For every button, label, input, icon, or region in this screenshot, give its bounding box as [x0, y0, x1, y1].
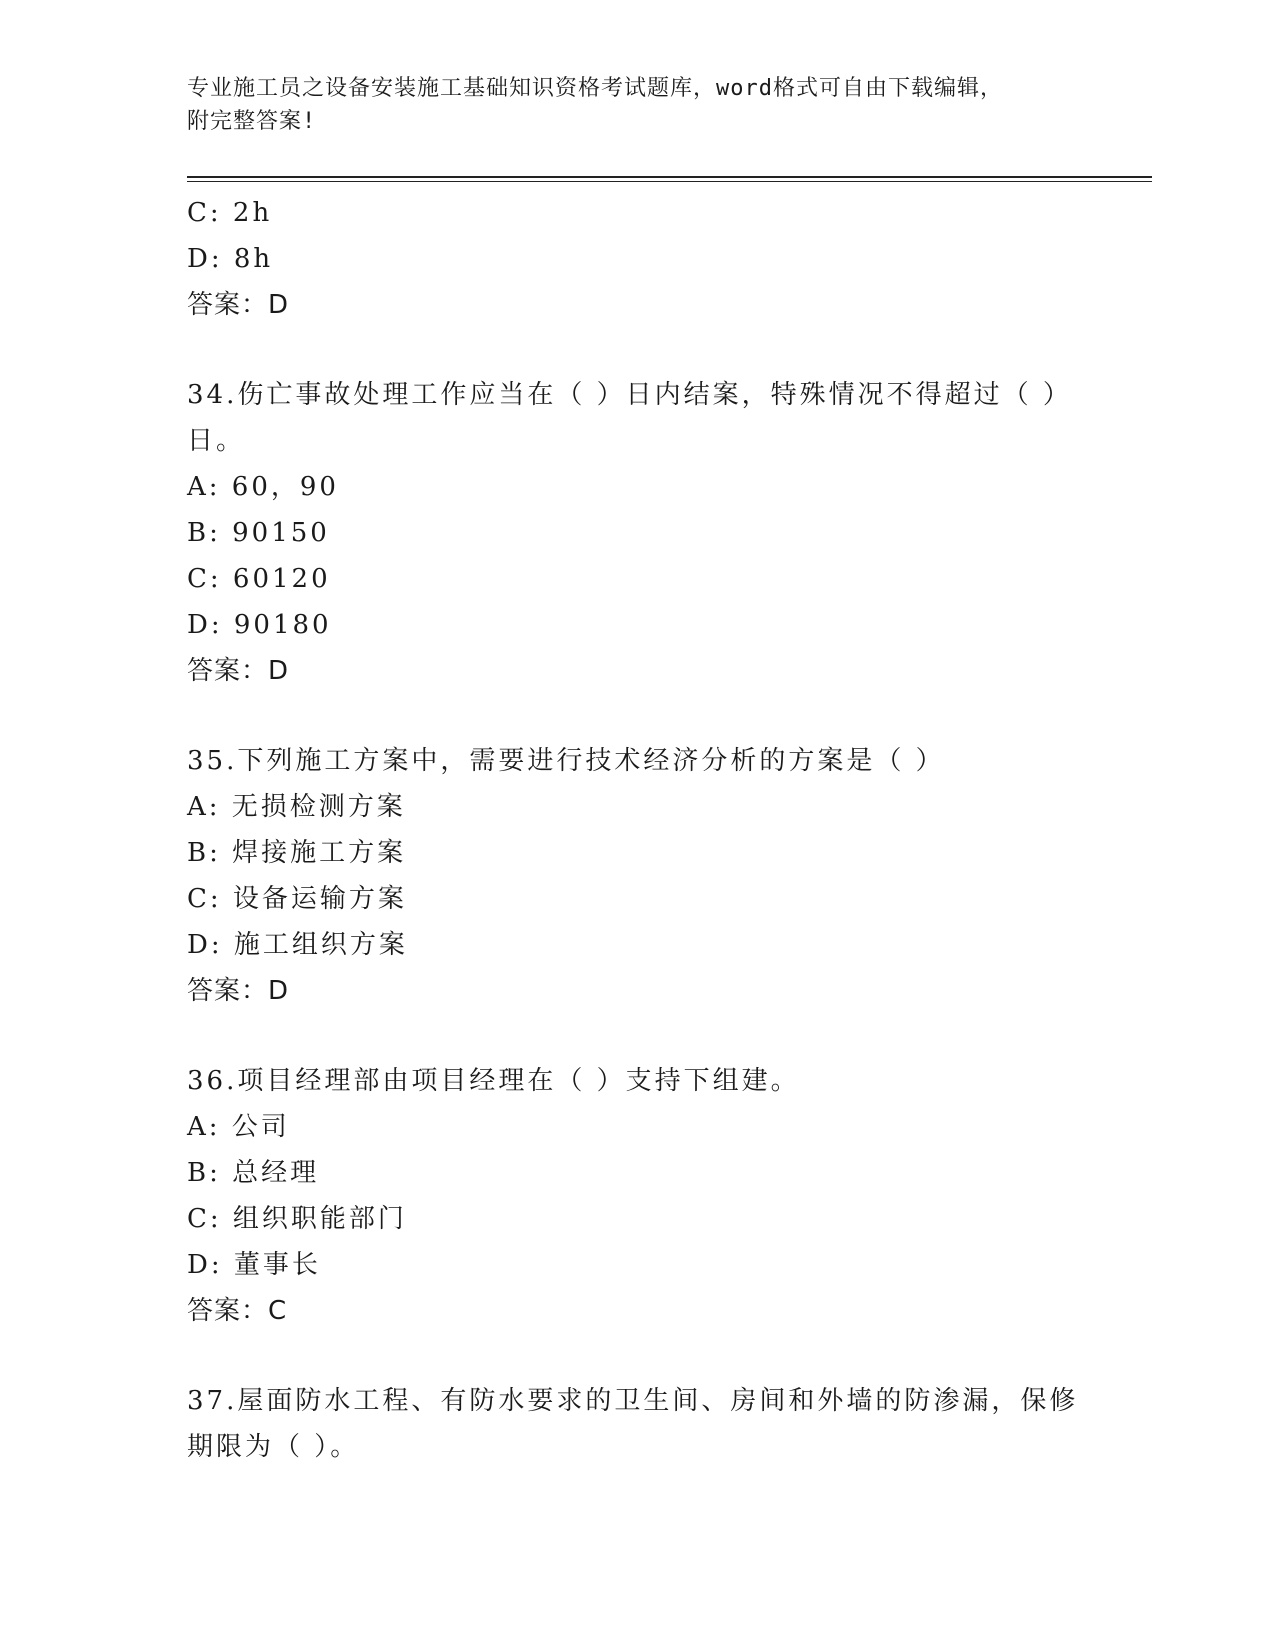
answer-line: 答案：D [187, 656, 290, 686]
answer-line: 答案：D [187, 976, 290, 1006]
question-36 [187, 1058, 1087, 1334]
option-c: C: 2h [187, 198, 273, 228]
header-divider-thin [187, 181, 1152, 182]
option-b: B: 总经理 [187, 1158, 320, 1188]
document-header [187, 72, 1067, 138]
option-a: A: 60，90 [187, 472, 339, 502]
question-text: 34.伤亡事故处理工作应当在（ ）日内结案，特殊情况不得超过（ ） [187, 380, 1072, 410]
option-b: B: 90150 [187, 518, 330, 548]
question-text-cont: 期限为（ ）。 [187, 1432, 360, 1462]
question-text: 37.屋面防水工程、有防水要求的卫生间、房间和外墙的防渗漏，保修 [187, 1386, 1079, 1416]
question-text: 35.下列施工方案中，需要进行技术经济分析的方案是（ ） [187, 746, 945, 776]
option-c: C: 60120 [187, 564, 331, 594]
question-37 [187, 1378, 1087, 1470]
option-c: C: 设备运输方案 [187, 884, 407, 914]
question-text: 36.项目经理部由项目经理在（ ）支持下组建。 [187, 1066, 800, 1096]
option-d: D: 90180 [187, 610, 332, 640]
question-35 [187, 738, 1087, 1014]
question-34 [187, 372, 1087, 694]
option-d: D: 施工组织方案 [187, 930, 408, 960]
question-text-cont: 日。 [187, 426, 246, 456]
header-line-2: 附完整答案! [187, 109, 317, 134]
option-a: A: 无损检测方案 [187, 792, 406, 822]
header-line-1: 专业施工员之设备安装施工基础知识资格考试题库，word格式可自由下载编辑， [187, 76, 1003, 101]
option-d: D: 董事长 [187, 1250, 321, 1280]
option-a: A: 公司 [187, 1112, 290, 1142]
option-b: B: 焊接施工方案 [187, 838, 407, 868]
question-partial [187, 190, 1087, 328]
question-list [187, 190, 1087, 1470]
option-c: C: 组织职能部门 [187, 1204, 407, 1234]
answer-line: 答案：C [187, 1296, 288, 1326]
answer-line: 答案：D [187, 290, 290, 320]
option-d: D: 8h [187, 244, 274, 274]
header-divider [187, 176, 1152, 178]
